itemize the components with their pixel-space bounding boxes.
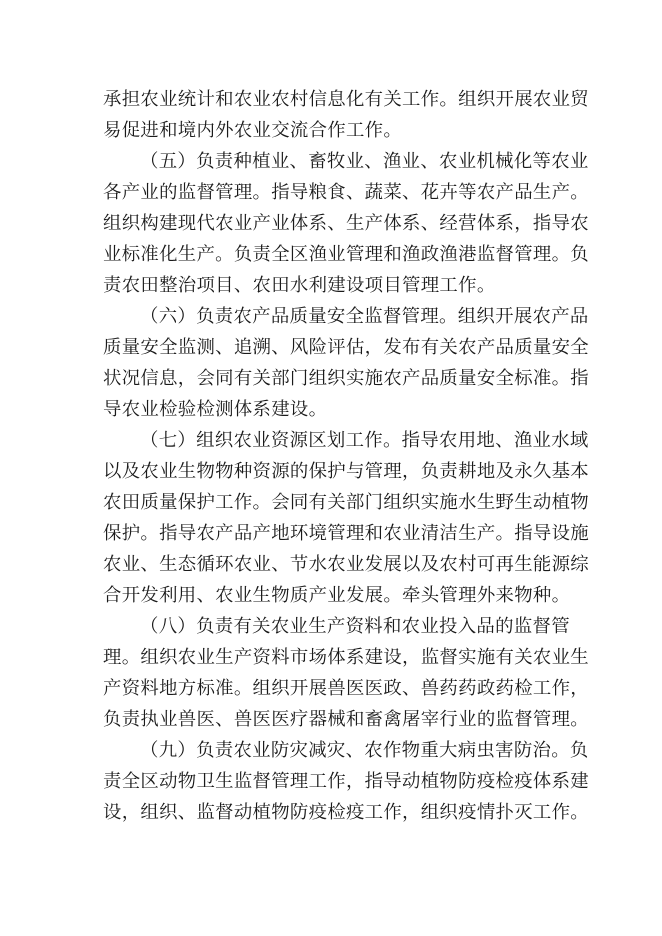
paragraph-continuation xyxy=(103,84,589,146)
text-line: 责农田整治项目、农田水利建设项目管理工作。 xyxy=(103,275,496,296)
text-line: （八）负责有关农业生产资料和农业投入品的监督管 xyxy=(140,616,570,637)
paragraph-item-7 xyxy=(103,425,589,611)
text-line: 组织构建现代农业产业体系、生产体系、经营体系，指导农 xyxy=(103,213,589,234)
text-line: 导农业检验检测体系建设。 xyxy=(103,399,328,420)
text-line: （七）组织农业资源区划工作。指导农用地、渔业水域 xyxy=(140,430,589,451)
text-line: 产资料地方标准。组织开展兽医医政、兽药药政药检工作， xyxy=(103,678,589,699)
text-line: 负责执业兽医、兽医医疗器械和畜禽屠宰行业的监督管理。 xyxy=(103,709,589,730)
text-line: （九）负责农业防灾减灾、农作物重大病虫害防治。负 xyxy=(140,740,589,761)
text-line: 理。组织农业生产资料市场体系建设，监督实施有关农业生 xyxy=(103,647,589,668)
text-line: 农田质量保护工作。会同有关部门组织实施水生野生动植物 xyxy=(103,492,589,513)
text-line: 以及农业生物物种资源的保护与管理，负责耕地及永久基本 xyxy=(103,461,589,482)
document-body xyxy=(103,84,589,828)
text-line: 各产业的监督管理。指导粮食、蔬菜、花卉等农产品生产。 xyxy=(103,182,589,203)
paragraph-item-8 xyxy=(103,611,589,735)
paragraph-item-6 xyxy=(103,301,589,425)
text-line: （六）负责农产品质量安全监督管理。组织开展农产品 xyxy=(140,306,589,327)
text-line: 业标准化生产。负责全区渔业管理和渔政渔港监督管理。负 xyxy=(103,244,589,265)
paragraph-item-9 xyxy=(103,735,589,828)
text-line: （五）负责种植业、畜牧业、渔业、农业机械化等农业 xyxy=(140,151,589,172)
text-line: 设，组织、监督动植物防疫检疫工作，组织疫情扑灭工作。 xyxy=(103,802,589,823)
paragraph-item-5 xyxy=(103,146,589,301)
text-line: 责全区动物卫生监督管理工作，指导动植物防疫检疫体系建 xyxy=(103,771,589,792)
text-line: 合开发利用、农业生物质产业发展。牵头管理外来物种。 xyxy=(103,585,571,606)
text-line: 农业、生态循环农业、节水农业发展以及农村可再生能源综 xyxy=(103,554,589,575)
text-line: 承担农业统计和农业农村信息化有关工作。组织开展农业贸 xyxy=(103,89,589,110)
text-line: 保护。指导农产品产地环境管理和农业清洁生产。指导设施 xyxy=(103,523,589,544)
text-line: 质量安全监测、追溯、风险评估，发布有关农产品质量安全 xyxy=(103,337,589,358)
text-line: 易促进和境内外农业交流合作工作。 xyxy=(103,120,403,141)
text-line: 状况信息，会同有关部门组织实施农产品质量安全标准。指 xyxy=(103,368,589,389)
